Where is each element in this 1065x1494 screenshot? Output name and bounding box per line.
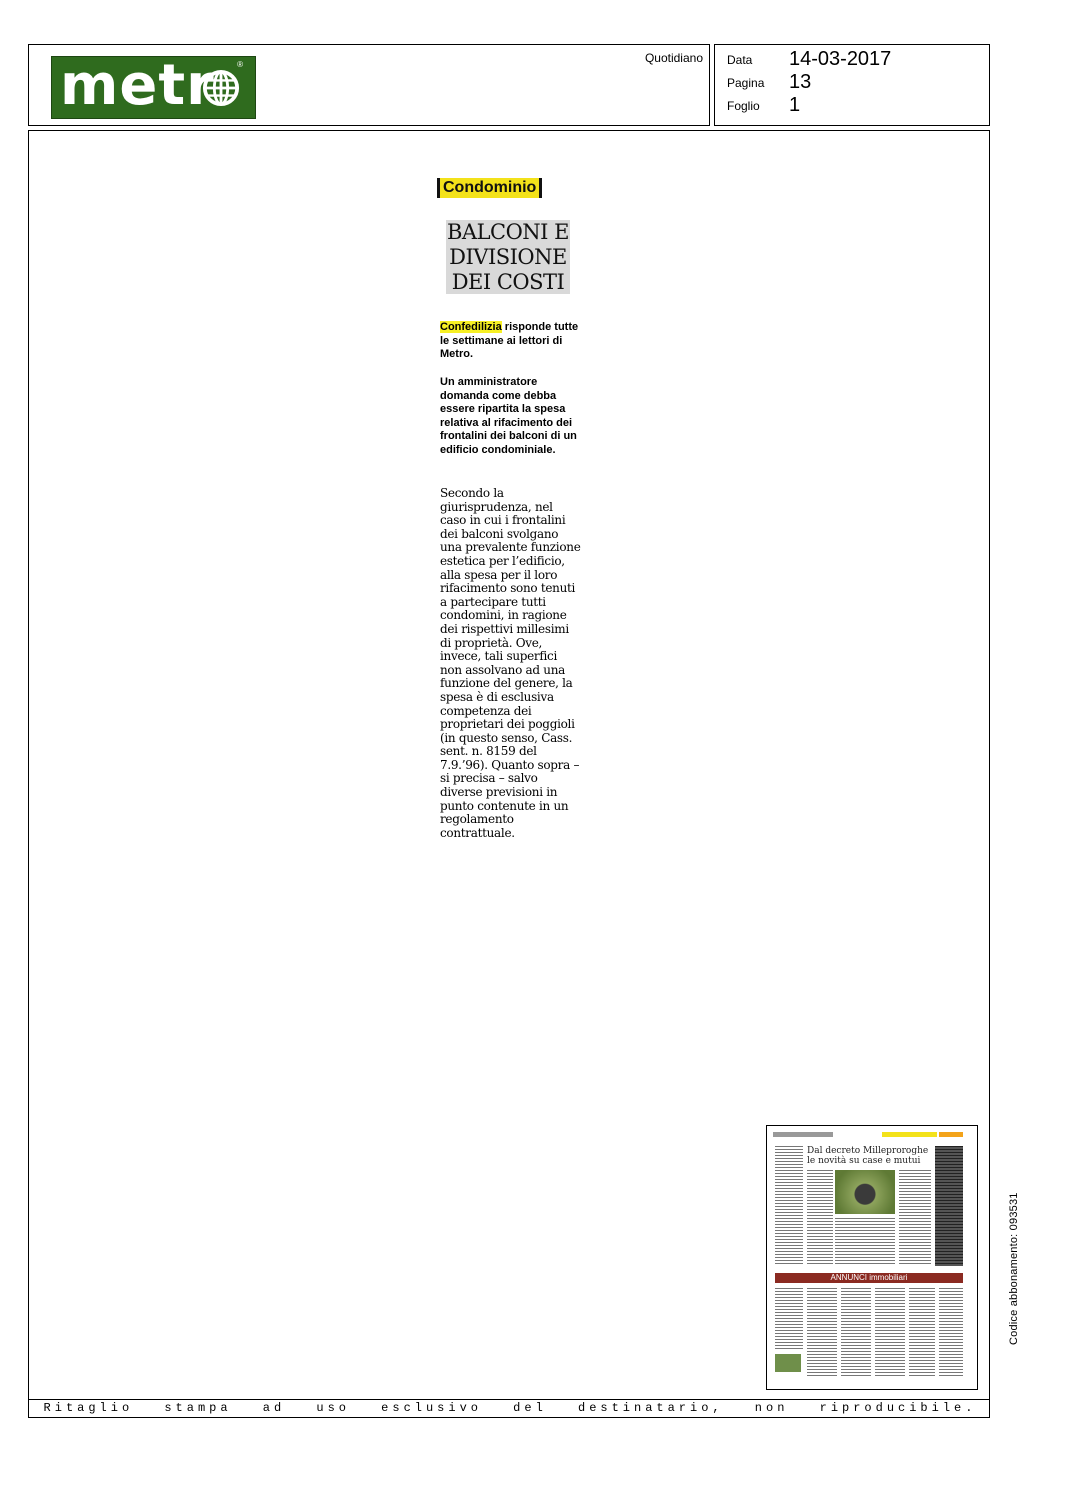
thumb-ad-image bbox=[775, 1354, 801, 1372]
thumb-headline-line: le novità su case e mutui bbox=[807, 1156, 921, 1166]
footer-divider bbox=[28, 1399, 990, 1400]
page-label: Pagina bbox=[727, 76, 765, 90]
thumb-rule bbox=[939, 1132, 963, 1137]
section-label: Condominio bbox=[437, 178, 542, 198]
sheet-label: Foglio bbox=[727, 99, 760, 113]
thumb-column bbox=[807, 1288, 837, 1378]
subscription-code: Codice abbonamento: 093531 bbox=[1008, 1192, 1020, 1345]
thumb-column bbox=[775, 1146, 803, 1266]
thumb-column bbox=[807, 1170, 833, 1266]
thumb-column bbox=[899, 1170, 931, 1266]
thumb-dark-column bbox=[935, 1146, 963, 1266]
headline-line: DEI COSTI bbox=[451, 270, 565, 294]
thumb-column bbox=[875, 1288, 905, 1378]
footer-disclaimer: Ritaglio stampa ad uso esclusivo del destinatario, non riproducibile. bbox=[43, 1401, 977, 1415]
thumb-ads-band: ANNUNCI immobiliari bbox=[775, 1273, 963, 1283]
logo-text: metr bbox=[60, 53, 215, 118]
intro-paragraph bbox=[440, 321, 586, 362]
registered-mark: ® bbox=[237, 60, 243, 69]
highlighted-name: Confedilizia bbox=[440, 321, 502, 333]
publication-type: Quotidiano bbox=[644, 51, 703, 65]
answer-paragraph: Secondo la giurisprudenza, nel caso in cui i frontalini dei balconi svolgano una prevalente funzione estetica per l’edificio, alla spesa per il loro rifacimento sono tenuti a partecipare tutti condomini, in ragione dei rispettivi millesimi di proprietà. Ove, invece, tali superfici non assolvano ad una funzione del genere, la spesa è di esclusiva competenza dei proprietari dei poggioli (in questo senso, Cass. sent. n. 8159 del 7.9.’96). Quanto sopra – si precisa – salvo diverse previsioni in punto contenute in un regolamento contrattuale. bbox=[440, 486, 581, 840]
date-value: 14-03-2017 bbox=[789, 48, 892, 70]
globe-icon bbox=[202, 69, 240, 107]
headline-line: DIVISIONE bbox=[449, 245, 567, 269]
masthead-box bbox=[28, 44, 710, 126]
thumb-headline bbox=[807, 1146, 928, 1166]
metro-logo bbox=[51, 53, 256, 119]
headline-line: BALCONI E bbox=[446, 220, 569, 244]
headline-box bbox=[446, 220, 570, 294]
thumb-column bbox=[939, 1288, 963, 1378]
headline bbox=[446, 220, 570, 295]
thumb-rule bbox=[882, 1132, 937, 1137]
issue-info-box bbox=[714, 44, 990, 126]
thumb-photo bbox=[835, 1170, 895, 1214]
page-value: 13 bbox=[789, 71, 812, 93]
thumb-column bbox=[835, 1218, 895, 1266]
thumb-column bbox=[909, 1288, 935, 1378]
date-label: Data bbox=[727, 53, 753, 67]
question-paragraph: Un amministratore domanda come debba essere ripartita la spesa relativa al rifacimento dei frontalini dei balconi di un edificio condominiale. bbox=[440, 376, 577, 456]
sheet-value: 1 bbox=[789, 94, 801, 116]
intro-text: risponde tutte le settimane ai lettori di Metro. bbox=[440, 321, 579, 360]
thumb-column bbox=[841, 1288, 871, 1378]
page-thumbnail bbox=[766, 1125, 978, 1390]
thumb-rule bbox=[773, 1132, 833, 1137]
thumb-column bbox=[775, 1288, 803, 1350]
thumb-headline-line: Dal decreto Milleproroghe bbox=[807, 1146, 929, 1156]
